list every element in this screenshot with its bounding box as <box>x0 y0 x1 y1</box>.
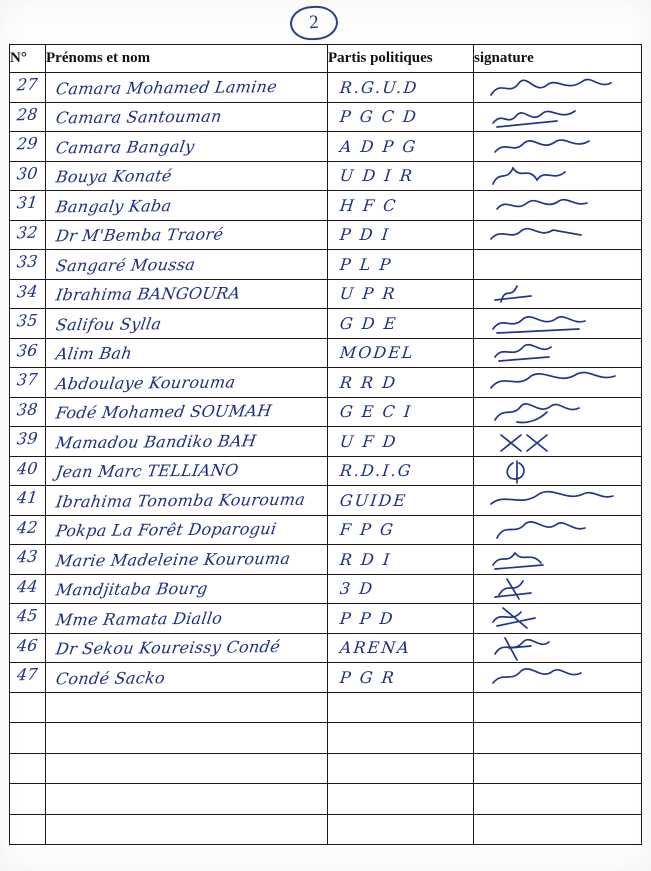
entry-party: H F C <box>339 195 399 215</box>
table-row <box>10 250 642 280</box>
cell-number <box>10 604 46 634</box>
signature-register-sheet <box>9 44 641 862</box>
cell-name <box>46 814 328 845</box>
entry-name <box>46 706 327 709</box>
cell-name <box>46 663 328 693</box>
entry-name: Dr M'Bemba Traoré <box>54 224 225 246</box>
cell-name <box>46 132 328 162</box>
entry-number: 45 <box>16 605 39 626</box>
cell-number <box>10 279 46 309</box>
entry-party: R D I <box>339 549 393 569</box>
column-header-signature: signature <box>474 45 642 73</box>
cell-signature <box>474 515 642 545</box>
table-row <box>10 309 642 339</box>
cell-number <box>10 397 46 427</box>
cell-number <box>10 427 46 457</box>
table-row <box>10 427 642 457</box>
table-row <box>10 279 642 309</box>
entry-number: 33 <box>16 251 39 272</box>
table-row <box>10 368 642 398</box>
cell-signature <box>474 753 642 784</box>
entry-name: Mandjitaba Bourg <box>54 579 210 600</box>
cell-signature <box>474 161 642 191</box>
signature-mark <box>474 162 641 190</box>
cell-number <box>10 692 46 723</box>
table-row-blank <box>10 784 642 815</box>
cell-signature <box>474 784 642 815</box>
table-row <box>10 132 642 162</box>
entry-number: 34 <box>16 281 39 302</box>
table-row-blank <box>10 814 642 845</box>
entry-number: 31 <box>16 192 39 213</box>
cell-party <box>328 574 474 604</box>
entry-party: U F D <box>339 431 399 451</box>
entry-name <box>46 736 327 739</box>
table-row <box>10 73 642 103</box>
page-number-annotation: 2 <box>289 5 339 41</box>
signature-mark <box>474 486 641 514</box>
table-row-blank <box>10 692 642 723</box>
table-row <box>10 456 642 486</box>
entry-number: 38 <box>16 399 39 420</box>
signature-mark <box>474 339 641 367</box>
cell-number <box>10 220 46 250</box>
cell-party <box>328 368 474 398</box>
cell-number <box>10 753 46 784</box>
signature-mark <box>474 457 641 485</box>
entry-number: 42 <box>16 517 39 538</box>
entry-number: 47 <box>16 664 39 685</box>
cell-signature <box>474 368 642 398</box>
cell-signature <box>474 723 642 754</box>
entry-number: 36 <box>16 340 39 361</box>
cell-party <box>328 427 474 457</box>
cell-name <box>46 692 328 723</box>
cell-name <box>46 191 328 221</box>
cell-number <box>10 515 46 545</box>
entry-party: G E C I <box>339 402 414 422</box>
cell-party <box>328 486 474 516</box>
table-row <box>10 161 642 191</box>
table-row <box>10 604 642 634</box>
cell-name <box>46 368 328 398</box>
table-row <box>10 574 642 604</box>
cell-number <box>10 784 46 815</box>
signature-mark <box>474 191 641 219</box>
entry-number: 29 <box>16 133 39 154</box>
entry-party: F P G <box>339 520 396 540</box>
cell-party <box>328 73 474 103</box>
cell-name <box>46 73 328 103</box>
table-row <box>10 397 642 427</box>
cell-signature <box>474 545 642 575</box>
entry-name: Mamadou Bandiko BAH <box>54 431 258 453</box>
entry-name: Camara Santouman <box>54 106 224 128</box>
entry-party: P G R <box>339 667 397 687</box>
cell-number <box>10 814 46 845</box>
cell-name <box>46 250 328 280</box>
column-header-name: Prénoms et nom <box>46 45 328 73</box>
signature-table <box>9 44 642 845</box>
table-row <box>10 663 642 693</box>
cell-signature <box>474 73 642 103</box>
cell-party <box>328 604 474 634</box>
entry-name: Condé Sacko <box>54 667 167 689</box>
entry-name: Alim Bah <box>54 343 134 364</box>
cell-party <box>328 338 474 368</box>
entry-name: Bouya Konaté <box>54 166 174 187</box>
cell-signature <box>474 814 642 845</box>
cell-signature <box>474 279 642 309</box>
cell-name <box>46 545 328 575</box>
entry-party: R.D.I.G <box>339 461 414 481</box>
entry-name: Abdoulaye Kourouma <box>54 372 237 394</box>
cell-party <box>328 545 474 575</box>
entry-number: 39 <box>16 428 39 449</box>
entry-name <box>46 767 327 770</box>
entry-name: Dr Sekou Koureissy Condé <box>54 637 282 659</box>
entry-party: U P R <box>339 284 398 304</box>
entry-party: A D P G <box>339 136 419 156</box>
cell-number <box>10 633 46 663</box>
cell-number <box>10 486 46 516</box>
cell-name <box>46 161 328 191</box>
cell-party <box>328 692 474 723</box>
table-header-row <box>10 45 642 73</box>
cell-party <box>328 753 474 784</box>
table-row <box>10 545 642 575</box>
cell-number <box>10 250 46 280</box>
entry-name: Mme Ramata Diallo <box>54 608 224 630</box>
cell-number <box>10 161 46 191</box>
cell-name <box>46 784 328 815</box>
entry-party: G D E <box>339 313 399 333</box>
table-row <box>10 633 642 663</box>
cell-party <box>328 663 474 693</box>
cell-party <box>328 515 474 545</box>
cell-number <box>10 309 46 339</box>
entry-number: 44 <box>16 576 39 597</box>
entry-party: MODEL <box>339 343 416 363</box>
signature-mark <box>474 73 641 101</box>
cell-party <box>328 220 474 250</box>
entry-party: GUIDE <box>339 490 409 510</box>
signature-mark <box>474 368 641 396</box>
entry-party: 3 D <box>339 579 376 599</box>
cell-name <box>46 427 328 457</box>
cell-name <box>46 309 328 339</box>
cell-number <box>10 338 46 368</box>
entry-name: Ibrahima BANGOURA <box>54 283 242 305</box>
cell-party <box>328 161 474 191</box>
cell-number <box>10 73 46 103</box>
cell-name <box>46 604 328 634</box>
cell-name <box>46 220 328 250</box>
cell-party <box>328 279 474 309</box>
signature-mark <box>474 516 641 544</box>
entry-number: 41 <box>16 487 39 508</box>
cell-name <box>46 338 328 368</box>
entry-party: P D I <box>339 225 392 245</box>
cell-party <box>328 633 474 663</box>
signature-mark <box>474 221 641 249</box>
cell-signature <box>474 604 642 634</box>
signature-mark <box>474 398 641 426</box>
cell-name <box>46 456 328 486</box>
table-header <box>10 45 642 73</box>
entry-name: Marie Madeleine Kourouma <box>54 548 292 571</box>
cell-signature <box>474 574 642 604</box>
column-header-party: Partis politiques <box>328 45 474 73</box>
entry-name: Jean Marc TELLIANO <box>54 460 240 482</box>
cell-number <box>10 132 46 162</box>
cell-signature <box>474 427 642 457</box>
cell-number <box>10 368 46 398</box>
entry-number: 43 <box>16 546 39 567</box>
signature-mark <box>474 132 641 160</box>
cell-signature <box>474 191 642 221</box>
signature-mark <box>474 663 641 691</box>
cell-signature <box>474 397 642 427</box>
cell-number <box>10 723 46 754</box>
cell-signature <box>474 250 642 280</box>
entry-number: 27 <box>16 74 39 95</box>
entry-number: 30 <box>16 163 39 184</box>
cell-signature <box>474 633 642 663</box>
cell-number <box>10 574 46 604</box>
cell-number <box>10 102 46 132</box>
cell-number <box>10 191 46 221</box>
table-row-blank <box>10 753 642 784</box>
entry-number: 28 <box>16 104 39 125</box>
cell-signature <box>474 102 642 132</box>
entry-number: 37 <box>16 369 39 390</box>
table-row <box>10 220 642 250</box>
entry-name: Fodé Mohamed SOUMAH <box>54 401 274 423</box>
cell-party <box>328 397 474 427</box>
cell-party <box>328 723 474 754</box>
cell-name <box>46 574 328 604</box>
cell-party <box>328 784 474 815</box>
cell-party <box>328 191 474 221</box>
cell-signature <box>474 220 642 250</box>
entry-name: Salifou Sylla <box>54 313 163 335</box>
entry-name: Ibrahima Tonomba Kourouma <box>54 489 307 512</box>
table-row <box>10 515 642 545</box>
cell-signature <box>474 692 642 723</box>
entry-name <box>46 797 327 800</box>
cell-signature <box>474 486 642 516</box>
entry-number: 46 <box>16 635 39 656</box>
entry-number: 40 <box>16 458 39 479</box>
cell-name <box>46 515 328 545</box>
entry-party: P G C D <box>339 107 419 127</box>
cell-name <box>46 397 328 427</box>
table-row <box>10 486 642 516</box>
cell-number <box>10 456 46 486</box>
entry-name: Camara Bangaly <box>54 136 196 158</box>
table-row <box>10 191 642 221</box>
signature-mark <box>474 103 641 131</box>
entry-name <box>46 828 327 831</box>
cell-name <box>46 279 328 309</box>
signature-mark <box>474 604 641 632</box>
cell-name <box>46 102 328 132</box>
entry-party: P L P <box>339 254 394 274</box>
cell-signature <box>474 663 642 693</box>
entry-party: R.G.U.D <box>339 77 420 97</box>
signature-mark <box>474 309 641 337</box>
table-row <box>10 338 642 368</box>
cell-party <box>328 309 474 339</box>
cell-party <box>328 102 474 132</box>
entry-party: P P D <box>339 608 396 628</box>
entry-party: U D I R <box>339 166 415 186</box>
cell-signature <box>474 338 642 368</box>
signature-mark <box>474 634 641 662</box>
cell-name <box>46 723 328 754</box>
signature-mark <box>474 545 641 573</box>
table-row-blank <box>10 723 642 754</box>
cell-signature <box>474 132 642 162</box>
entry-name: Camara Mohamed Lamine <box>54 76 279 99</box>
signature-mark <box>474 575 641 603</box>
entry-number: 35 <box>16 310 39 331</box>
column-header-number: N° <box>10 45 46 73</box>
cell-signature <box>474 456 642 486</box>
cell-party <box>328 456 474 486</box>
entry-name: Sangaré Moussa <box>54 254 197 276</box>
cell-number <box>10 545 46 575</box>
cell-party <box>328 132 474 162</box>
entry-number: 32 <box>16 222 39 243</box>
cell-name <box>46 753 328 784</box>
cell-name <box>46 486 328 516</box>
cell-name <box>46 633 328 663</box>
entry-party: R R D <box>339 372 399 392</box>
cell-party <box>328 814 474 845</box>
entry-name: Bangaly Kaba <box>54 195 173 217</box>
table-body <box>10 73 642 845</box>
entry-party: ARENA <box>339 638 412 658</box>
cell-signature <box>474 309 642 339</box>
cell-party <box>328 250 474 280</box>
cell-number <box>10 663 46 693</box>
table-row <box>10 102 642 132</box>
entry-name: Pokpa La Forêt Doparogui <box>54 519 278 541</box>
signature-mark <box>474 280 641 308</box>
signature-mark <box>474 427 641 455</box>
